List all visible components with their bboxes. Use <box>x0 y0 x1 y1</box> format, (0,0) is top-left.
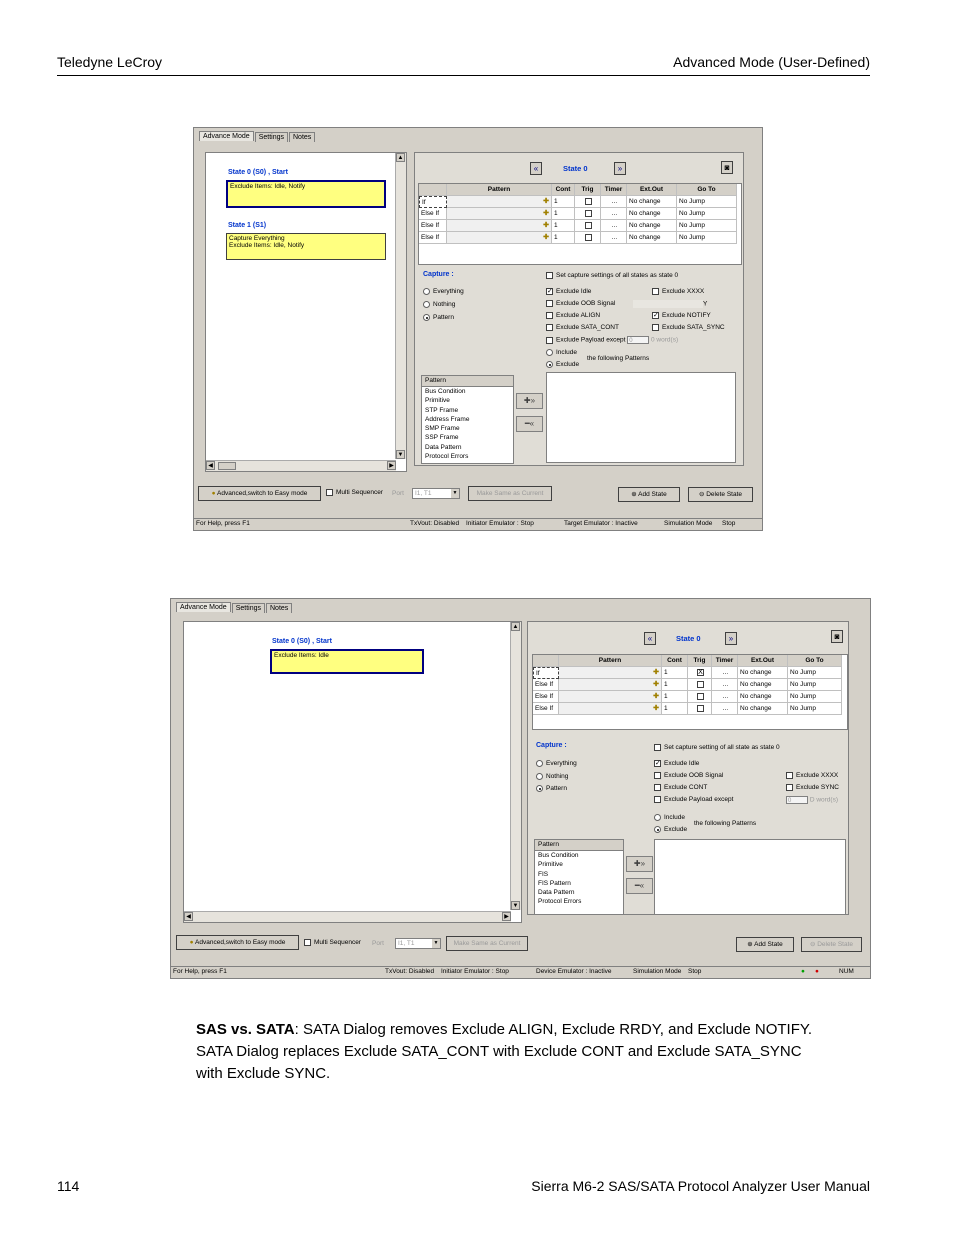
scroll-left-icon[interactable]: ◀ <box>184 912 193 921</box>
col-trig: Trig <box>575 184 601 196</box>
list-item[interactable]: Address Frame <box>425 415 470 423</box>
exclude-idle-checkbox[interactable]: ✓ Exclude Idle <box>547 288 592 296</box>
timer-button[interactable]: ... <box>712 679 738 691</box>
status-num: NUM <box>839 968 854 975</box>
grid-header-row <box>419 184 737 196</box>
tab-notes[interactable]: Notes <box>266 603 292 613</box>
next-state-button[interactable]: » <box>725 632 737 645</box>
cont-cell[interactable]: 1 <box>662 667 688 679</box>
grid-row[interactable] <box>419 196 737 208</box>
ext-out-select[interactable]: No change <box>627 220 677 232</box>
grid-row[interactable] <box>419 208 737 220</box>
exclude-radio[interactable]: Exclude <box>654 826 687 833</box>
paragraph-line-2: SATA Dialog replaces Exclude SATA_CONT with Exclude CONT and Exclude SATA_SYNC <box>196 1043 802 1060</box>
timer-button[interactable]: ... <box>601 196 627 208</box>
pattern-add-icon[interactable]: ✚ <box>559 691 662 703</box>
following-patterns-label: the following Patterns <box>694 820 757 827</box>
state-0-box[interactable] <box>226 180 386 208</box>
exclude-oob-checkbox[interactable]: Exclude OOB Signal <box>654 772 723 779</box>
sas-dialog-screenshot <box>193 127 763 531</box>
row-label: Else If <box>533 679 559 691</box>
cont-cell[interactable]: 1 <box>552 196 575 208</box>
exclude-radio[interactable]: Exclude <box>546 361 579 368</box>
goto-select[interactable]: No Jump <box>677 208 737 220</box>
pattern-add-icon[interactable]: ✚ <box>447 220 552 232</box>
include-radio[interactable]: Include <box>654 814 685 821</box>
ext-out-select[interactable]: No change <box>627 232 677 244</box>
state-1-box[interactable] <box>226 233 386 260</box>
current-state-label: State 0 <box>676 634 701 643</box>
add-state-button[interactable]: ⊕ Add State <box>736 937 794 952</box>
goto-select[interactable]: No Jump <box>788 691 842 703</box>
col-ext-out: Ext.Out <box>627 184 677 196</box>
exclude-payload-checkbox[interactable]: Exclude Payload except <box>654 796 733 803</box>
state-0-line: Exclude Items: Idle <box>274 652 329 659</box>
state-settings-icon[interactable]: ◙ <box>721 161 733 174</box>
selected-patterns-box[interactable] <box>546 372 736 463</box>
capture-title: Capture : <box>536 742 567 749</box>
pattern-add-icon[interactable]: ✚ <box>447 232 552 244</box>
exclude-cont-checkbox[interactable]: Exclude CONT <box>654 784 707 791</box>
trig-checkbox[interactable] <box>575 232 601 244</box>
multi-sequencer-checkbox[interactable]: Multi Sequencer <box>304 939 361 946</box>
col-cont: Cont <box>662 655 688 667</box>
remove-pattern-button[interactable]: ━« <box>626 878 653 894</box>
pattern-type-list[interactable] <box>421 375 514 464</box>
grid-row[interactable] <box>533 667 842 679</box>
status-txvout: TxVout: Disabled <box>385 968 435 975</box>
status-target: Target Emulator : Inactive <box>564 520 638 527</box>
ext-out-select[interactable]: No change <box>627 208 677 220</box>
row-label: Else If <box>419 232 447 244</box>
timer-button[interactable]: ... <box>601 232 627 244</box>
status-simulation: Simulation Mode <box>664 520 713 527</box>
cont-cell[interactable]: 1 <box>662 691 688 703</box>
scroll-down-icon[interactable]: ▼ <box>512 903 519 909</box>
status-red-led-icon: ● <box>815 968 819 975</box>
grid-header-row <box>533 655 842 667</box>
port-label: Port <box>372 940 384 947</box>
trig-checkbox[interactable]: X <box>688 667 712 679</box>
exclude-xxxx-checkbox[interactable]: Exclude XXXX <box>652 288 704 295</box>
pattern-list-header: Pattern <box>422 376 513 387</box>
col-cont: Cont <box>552 184 575 196</box>
grid-row[interactable] <box>533 703 842 715</box>
pattern-add-icon[interactable]: ✚ <box>447 196 552 208</box>
exclude-sata-sync-checkbox[interactable]: Exclude SATA_SYNC <box>652 324 725 331</box>
tab-bar <box>176 603 293 613</box>
capture-nothing-radio[interactable]: Nothing <box>536 773 568 780</box>
capture-pattern-radio[interactable]: Pattern <box>423 314 454 321</box>
state-editor-pane <box>414 152 744 466</box>
state-0-box[interactable] <box>270 649 424 674</box>
col-pattern: Pattern <box>559 655 662 667</box>
state-settings-icon[interactable]: ◙ <box>831 630 843 643</box>
tab-bar <box>199 132 316 142</box>
paragraph-line-3: with Exclude SYNC. <box>196 1065 331 1082</box>
status-help: For Help, press F1 <box>173 968 227 975</box>
list-item[interactable]: SMP Frame <box>425 425 460 433</box>
following-patterns-label: the following Patterns <box>587 355 650 362</box>
trig-checkbox[interactable] <box>688 691 712 703</box>
row-label: If <box>419 196 447 208</box>
remove-pattern-button[interactable]: ━« <box>516 416 543 432</box>
row-label: Else If <box>533 703 559 715</box>
pattern-type-list[interactable] <box>534 839 624 915</box>
list-item[interactable]: STP Frame <box>425 406 459 414</box>
state-1-line: Exclude Items: Idle, Notify <box>229 242 305 249</box>
status-initiator: Initiator Emulator : Stop <box>441 968 509 975</box>
trig-checkbox[interactable] <box>575 220 601 232</box>
list-item[interactable]: Data Pattern <box>425 443 462 451</box>
header-right: Advanced Mode (User-Defined) <box>673 54 870 70</box>
paragraph-lead: SAS vs. SATA <box>196 1021 295 1038</box>
timer-button[interactable]: ... <box>712 691 738 703</box>
current-state-label: State 0 <box>563 164 588 173</box>
make-same-as-current-button[interactable]: Make Same as Current <box>446 936 528 951</box>
goto-select[interactable]: No Jump <box>677 196 737 208</box>
status-initiator: Initiator Emulator : Stop <box>466 520 534 527</box>
timer-button[interactable]: ... <box>712 703 738 715</box>
ext-out-select[interactable]: No change <box>738 691 788 703</box>
capture-title: Capture : <box>423 271 454 278</box>
header-rule <box>57 75 870 76</box>
state-editor-pane <box>527 621 849 915</box>
row-label: Else If <box>533 691 559 703</box>
exclude-rrdy-partial[interactable]: Y <box>633 300 707 308</box>
row-label: Else If <box>419 220 447 232</box>
status-simulation: Simulation Mode <box>633 968 682 975</box>
col-pattern: Pattern <box>447 184 552 196</box>
port-select[interactable]: I1, T1 ▼ <box>395 938 441 949</box>
goto-select[interactable]: No Jump <box>677 232 737 244</box>
ext-out-select[interactable]: No change <box>738 679 788 691</box>
switch-easy-mode-button[interactable]: ● Advanced,switch to Easy mode <box>176 935 299 950</box>
goto-select[interactable]: No Jump <box>788 679 842 691</box>
page-number: 114 <box>57 1178 80 1194</box>
col-timer: Timer <box>601 184 627 196</box>
row-label: If <box>533 667 559 679</box>
sas-vs-sata-paragraph <box>196 1019 876 1085</box>
exclude-notify-checkbox[interactable]: ✓ Exclude NOTIFY <box>653 312 711 320</box>
capture-pattern-radio[interactable]: Pattern <box>536 785 567 792</box>
trig-checkbox[interactable] <box>688 703 712 715</box>
state-condition-grid <box>418 183 742 265</box>
list-item[interactable]: Primitive <box>538 861 563 869</box>
state-diagram-pane[interactable] <box>205 152 407 472</box>
exclude-oob-checkbox[interactable]: Exclude OOB Signal <box>546 300 615 307</box>
status-stop: Stop <box>688 968 702 975</box>
list-item[interactable]: Bus Condition <box>538 852 579 859</box>
tab-notes[interactable]: Notes <box>289 132 315 142</box>
capture-nothing-radio[interactable]: Nothing <box>423 301 455 308</box>
trig-checkbox[interactable] <box>688 679 712 691</box>
cont-cell[interactable]: 1 <box>552 208 575 220</box>
timer-button[interactable]: ... <box>601 220 627 232</box>
goto-select[interactable]: No Jump <box>677 220 737 232</box>
goto-select[interactable]: No Jump <box>788 667 842 679</box>
col-ext-out: Ext.Out <box>738 655 788 667</box>
scroll-left-icon[interactable]: ◀ <box>206 461 215 470</box>
horizontal-scrollbar[interactable] <box>206 460 396 471</box>
ext-out-select[interactable]: No change <box>738 667 788 679</box>
switch-easy-mode-button[interactable]: ● Advanced,switch to Easy mode <box>198 486 321 501</box>
horizontal-scrollbar[interactable] <box>184 911 511 922</box>
tab-advance-mode[interactable]: Advance Mode <box>199 131 254 141</box>
trig-checkbox[interactable] <box>575 196 601 208</box>
status-bar <box>194 518 762 530</box>
scroll-up-icon[interactable]: ▲ <box>512 624 519 630</box>
exclude-xxxx-checkbox[interactable]: Exclude XXXX <box>786 772 838 779</box>
status-help: For Help, press F1 <box>196 520 250 527</box>
add-pattern-button[interactable]: ✚» <box>626 856 653 872</box>
delete-state-button[interactable]: ⊖ Delete State <box>688 487 753 502</box>
payload-words-field[interactable]: 0 D word(s) <box>788 796 838 804</box>
cont-cell[interactable]: 1 <box>552 232 575 244</box>
port-label: Port <box>392 490 404 497</box>
timer-button[interactable]: ... <box>601 208 627 220</box>
set-all-states-checkbox[interactable]: Set capture settings of all states as state 0 <box>546 272 678 279</box>
status-stop: Stop <box>722 520 736 527</box>
include-radio[interactable]: Include <box>546 349 577 356</box>
col-goto: Go To <box>677 184 737 196</box>
prev-state-button[interactable]: « <box>644 632 656 645</box>
col-trig: Trig <box>688 655 712 667</box>
col-goto: Go To <box>788 655 842 667</box>
grid-row[interactable] <box>419 220 737 232</box>
state-0-title: State 0 (S0) , Start <box>228 169 288 176</box>
state-0-title: State 0 (S0) , Start <box>272 638 332 645</box>
make-same-as-current-button[interactable]: Make Same as Current <box>468 486 552 501</box>
vertical-scrollbar[interactable] <box>510 622 521 910</box>
timer-button[interactable]: ... <box>712 667 738 679</box>
list-item[interactable]: FIS <box>538 870 549 878</box>
list-item[interactable]: SSP Frame <box>425 434 459 442</box>
scroll-thumb[interactable] <box>218 462 236 470</box>
list-item[interactable]: FIS Pattern <box>538 879 571 887</box>
grid-row[interactable] <box>419 232 737 244</box>
tab-settings[interactable]: Settings <box>255 132 288 142</box>
state-diagram-pane[interactable] <box>183 621 522 923</box>
status-green-led-icon: ● <box>801 968 805 975</box>
scroll-right-icon[interactable]: ▶ <box>387 461 396 470</box>
cont-cell[interactable]: 1 <box>662 703 688 715</box>
prev-state-button[interactable]: « <box>530 162 542 175</box>
cont-cell[interactable]: 1 <box>552 220 575 232</box>
status-bar <box>171 966 870 978</box>
scroll-right-icon[interactable]: ▶ <box>502 912 511 921</box>
selected-patterns-box[interactable] <box>654 839 846 915</box>
state-0-line: Exclude Items: Idle, Notify <box>230 183 306 190</box>
set-all-states-checkbox[interactable]: Set capture setting of all state as state 0 <box>654 744 780 751</box>
grid-row[interactable] <box>533 679 842 691</box>
tab-advance-mode[interactable]: Advance Mode <box>176 602 231 612</box>
exclude-idle-checkbox[interactable]: ✓ Exclude Idle <box>655 760 700 768</box>
pattern-add-icon[interactable]: ✚ <box>559 667 662 679</box>
pattern-add-icon[interactable]: ✚ <box>559 679 662 691</box>
add-state-button[interactable]: ⊕ Add State <box>618 487 680 502</box>
state-condition-grid <box>532 654 848 730</box>
status-device: Device Emulator : Inactive <box>536 968 612 975</box>
ext-out-select[interactable]: No change <box>738 703 788 715</box>
row-label: Else If <box>419 208 447 220</box>
scroll-down-icon[interactable]: ▼ <box>397 452 404 458</box>
state-1-title: State 1 (S1) <box>228 222 267 229</box>
status-txvout: TxVout: Disabled <box>410 520 460 527</box>
tab-settings[interactable]: Settings <box>232 603 265 613</box>
scroll-up-icon[interactable]: ▲ <box>397 155 404 161</box>
list-item[interactable]: Data Pattern <box>538 889 575 897</box>
delete-state-button[interactable]: ⊖ Delete State <box>801 937 862 952</box>
goto-select[interactable]: No Jump <box>788 703 842 715</box>
list-item[interactable]: Protocol Errors <box>538 898 582 906</box>
cont-cell[interactable]: 1 <box>662 679 688 691</box>
pattern-add-icon[interactable]: ✚ <box>447 208 552 220</box>
state-1-line: Capture Everything <box>229 235 285 242</box>
list-item[interactable]: Protocol Errors <box>425 453 469 461</box>
capture-everything-radio[interactable]: Everything <box>423 288 464 295</box>
pattern-list-header: Pattern <box>535 840 623 851</box>
exclude-sata-cont-checkbox[interactable]: Exclude SATA_CONT <box>546 324 619 331</box>
next-state-button[interactable]: » <box>614 162 626 175</box>
exclude-align-checkbox[interactable]: Exclude ALIGN <box>546 312 600 319</box>
grid-row[interactable] <box>533 691 842 703</box>
trig-checkbox[interactable] <box>575 208 601 220</box>
add-pattern-button[interactable]: ✚» <box>516 393 543 409</box>
list-item[interactable]: Bus Condition <box>425 388 466 395</box>
multi-sequencer-checkbox[interactable]: Multi Sequencer <box>326 489 383 496</box>
capture-everything-radio[interactable]: Everything <box>536 760 577 767</box>
list-item[interactable]: Primitive <box>425 397 450 405</box>
ext-out-select[interactable]: No change <box>627 196 677 208</box>
col-timer: Timer <box>712 655 738 667</box>
exclude-payload-checkbox[interactable]: Exclude Payload except 0 0 word(s) <box>546 336 678 344</box>
vertical-scrollbar[interactable] <box>395 153 406 459</box>
pattern-add-icon[interactable]: ✚ <box>559 703 662 715</box>
port-select[interactable]: I1, T1 ▼ <box>412 488 460 499</box>
footer-title: Sierra M6-2 SAS/SATA Protocol Analyzer User Manual <box>531 1178 870 1194</box>
sata-dialog-screenshot <box>170 598 871 979</box>
header-left: Teledyne LeCroy <box>57 54 163 70</box>
exclude-sync-checkbox[interactable]: Exclude SYNC <box>786 784 839 791</box>
paragraph-line-1: : SATA Dialog removes Exclude ALIGN, Exclude RRDY, and Exclude NOTIFY. <box>294 1021 813 1038</box>
